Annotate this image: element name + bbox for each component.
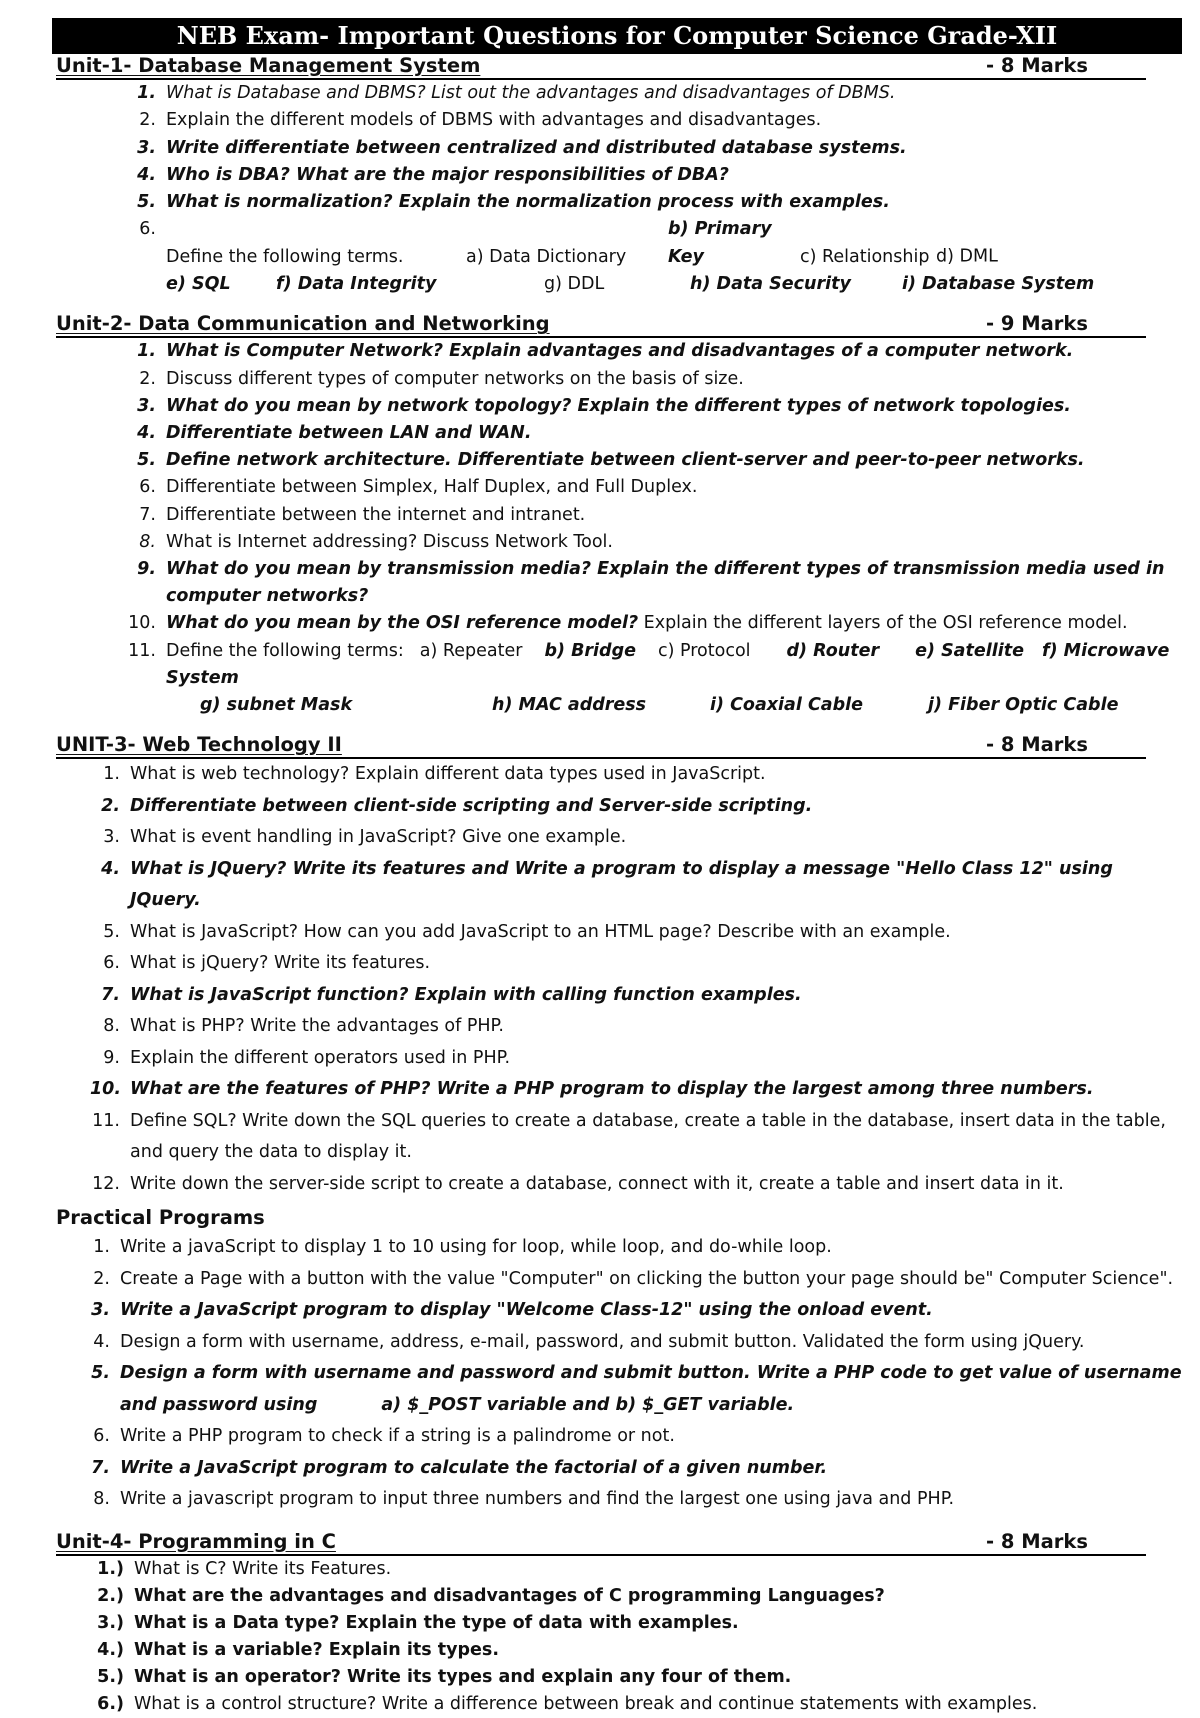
list-item: 4.) What is a variable? Explain its types. [97,1639,499,1660]
list-item: 2. Create a Page with a button with the value "Computer" on clicking the button your page should be" Computer Science". [93,1268,1174,1289]
unit-3-marks: - 8 Marks [986,733,1088,757]
list-item: 6. Differentiate between Simplex, Half Duplex, and Full Duplex. [139,477,698,498]
term: f) Data Integrity [276,274,437,295]
unit-2-header [56,312,1146,338]
page-title: NEB Exam- Important Questions for Computer Science Grade-XII [52,18,1182,54]
term: a) Data Dictionary [466,246,627,267]
practical-list [56,1232,1182,1516]
list-item: 7. Differentiate between the internet and intranet. [139,504,586,525]
term: g) subnet Mask [200,695,353,716]
list-item: 5. Design a form with username and password and submit button. Write a PHP code to get value of username and password using a) $_POST variable and b) $_GET variable. [91,1363,1182,1415]
term: c) Relationship [800,246,930,267]
unit-4-questions [56,1556,1182,1718]
term: h) MAC address [492,695,647,716]
list-item: 2. Explain the different models of DBMS with advantages and disadvantages. [139,110,822,131]
list-item: 12. Write down the server-side script to create a database, connect with it, create a table and insert data in it. [92,1173,1064,1194]
unit-2-marks: - 9 Marks [986,312,1088,336]
term: i) Database System [902,274,1095,295]
term: a) Repeater [419,640,523,661]
list-item: 5. What is normalization? Explain the normalization process with examples. [137,192,890,213]
list-item: 1. What is Computer Network? Explain advantages and disadvantages of a computer network. [137,341,1074,362]
unit-3-questions [56,759,1182,1200]
list-item: 10. What do you mean by the OSI reference model? Explain the different layers of the OSI reference model. [128,613,1128,634]
term: i) Coaxial Cable [710,695,863,716]
list-item: 3. What do you mean by network topology? Explain the different types of network topologies. [137,395,1071,416]
list-item [56,692,1182,719]
list-item: 3. Write a JavaScript program to display "Welcome Class-12" using the onload event. [91,1300,933,1321]
list-item: 8. What is Internet addressing? Discuss Network Tool. [139,531,613,552]
list-item: 6. Write a PHP program to check if a string is a palindrome or not. [93,1426,675,1447]
list-item: 9. Explain the different operators used in PHP. [103,1047,511,1068]
list-item: 6. Define the following terms. a) Data Dictionaryb) Primary Key c) Relationship d) DML [56,216,1182,271]
unit-2-questions [56,338,1182,719]
list-item: 1. Write a javaScript to display 1 to 10 using for loop, while loop, and do-while loop. [93,1237,832,1258]
term: f) Microwave System [166,640,1170,688]
list-item: 1.) What is C? Write its Features. [97,1558,392,1579]
list-item [56,271,1182,298]
list-item: 2.) What are the advantages and disadvantages of C programming Languages? [97,1585,885,1606]
list-item: 2. Differentiate between client-side scripting and Server-side scripting. [101,795,813,816]
unit-1-title: Unit-1- Database Management System [56,54,481,77]
unit-1-marks: - 8 Marks [986,54,1088,77]
term: d) DML [936,246,998,267]
list-item: 5. What is JavaScript? How can you add JavaScript to an HTML page? Describe with an example. [103,921,951,942]
unit-4-title: Unit-4- Programming in C [56,1529,336,1553]
list-item: 1. What is Database and DBMS? List out the advantages and disadvantages of DBMS. [137,83,896,103]
term: b) Primary Key [668,219,772,267]
unit-3-header [56,733,1146,759]
list-item: 10. What are the features of PHP? Write a PHP program to display the largest among three numbers. [90,1079,1094,1100]
list-item: 7. Write a JavaScript program to calculate the factorial of a given number. [91,1457,828,1478]
practical-heading: Practical Programs [56,1206,265,1230]
term: j) Fiber Optic Cable [928,695,1119,716]
term: b) Bridge [544,640,636,661]
unit-4-marks: - 8 Marks [986,1529,1088,1553]
list-item: 11. Define the following terms: a) Repeater b) Bridge c) Protocol d) Router e) Satellite f) Microwave System [128,640,1170,688]
list-item: 4. Who is DBA? What are the major responsibilities of DBA? [137,164,729,185]
list-item: 1. What is web technology? Explain different data types used in JavaScript. [103,764,766,785]
list-item: 5. Define network architecture. Differentiate between client-server and peer-to-peer networks. [137,450,1085,471]
term: g) DDL [544,274,605,295]
term: c) Protocol [657,640,751,661]
list-item: 9. What do you mean by transmission media? Explain the different types of transmission media used in computer networks? [137,559,1165,607]
list-item: 4. Design a form with username, address, e-mail, password, and submit button. Validated the form using jQuery. [93,1331,1085,1352]
list-item: 5.) What is an operator? Write its types and explain any four of them. [97,1666,792,1687]
list-item: 8. What is PHP? Write the advantages of PHP. [103,1016,504,1037]
term: e) Satellite [915,640,1024,661]
list-item: 6.) What is a control structure? Write a difference between break and continue statements with examples. [97,1693,1038,1714]
unit-1-questions [56,80,1182,298]
term: d) Router [786,640,880,661]
list-item: 11. Define SQL? Write down the SQL queries to create a database, create a table in the database, insert data in the table, and query the data to display it. [92,1110,1166,1163]
list-item: 4. What is JQuery? Write its features and Write a program to display a message "Hello Class 12" using JQuery. [101,858,1113,911]
unit-1-header [56,54,1146,80]
term: e) SQL [166,274,231,295]
list-item: 3. What is event handling in JavaScript? Give one example. [103,827,627,848]
list-item: 7. What is JavaScript function? Explain with calling function examples. [101,984,802,1005]
list-item: 4. Differentiate between LAN and WAN. [137,422,532,443]
list-item: 8. Write a javascript program to input three numbers and find the largest one using java and PHP. [93,1489,955,1510]
term: h) Data Security [690,274,851,295]
list-item: 3.) What is a Data type? Explain the type of data with examples. [97,1612,739,1633]
unit-4-header [56,1530,1146,1556]
unit-2-title: Unit-2- Data Communication and Networking [56,312,550,336]
unit-3-title: UNIT-3- Web Technology II [56,733,342,757]
list-item: 2. Discuss different types of computer networks on the basis of size. [139,368,744,389]
list-item: 3. Write differentiate between centralized and distributed database systems. [137,137,907,158]
list-item: 6. What is jQuery? Write its features. [103,953,431,974]
